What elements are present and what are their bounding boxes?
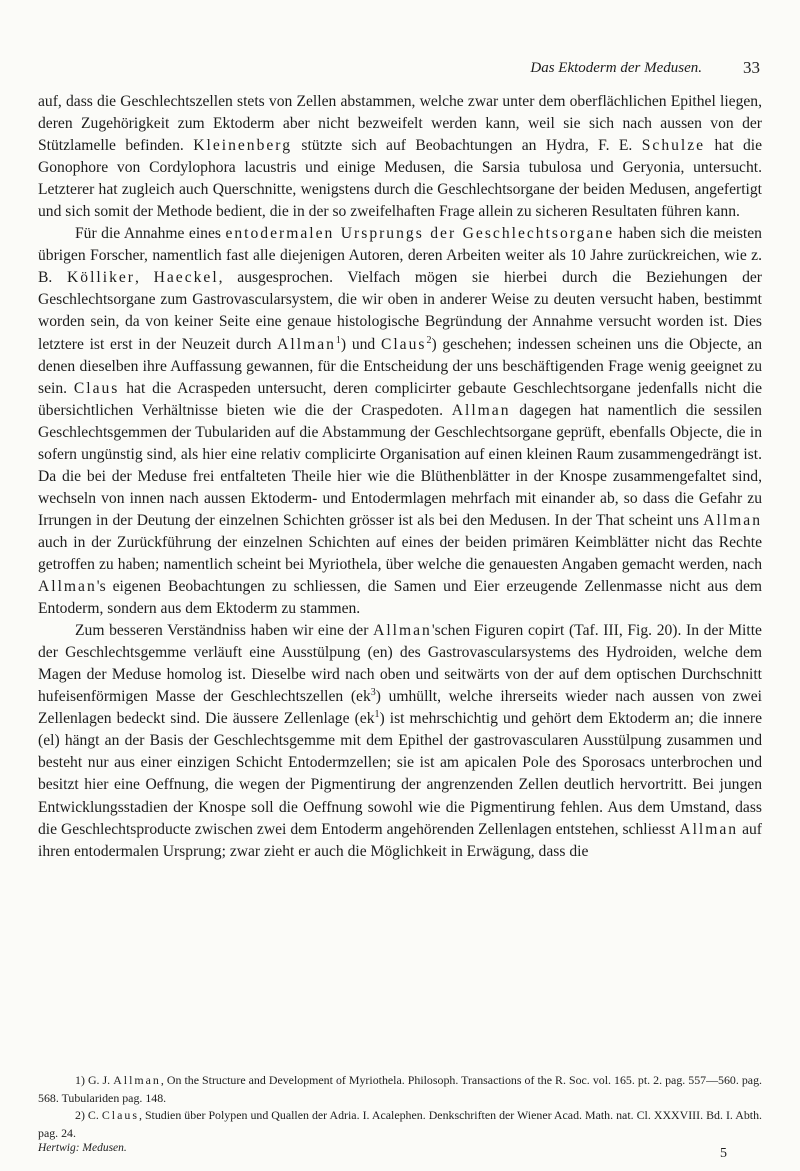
main-text [38, 91, 762, 863]
running-title: Das Ektoderm der Medusen. [530, 60, 702, 76]
author-name: Kölliker [67, 269, 135, 287]
superscript-index: 3 [370, 687, 376, 699]
author-name: Claus [380, 335, 427, 353]
signature-number: 5 [720, 1146, 727, 1161]
superscript-index: 1 [374, 709, 380, 721]
author-name: Allman [113, 1073, 161, 1087]
author-name: Allman [277, 335, 336, 353]
author-name: Allman [703, 511, 762, 529]
author-name: Claus [73, 379, 120, 397]
footnote-marker: 2 [426, 334, 432, 346]
page-header [38, 58, 762, 86]
footnotes [38, 1072, 762, 1142]
page-number: 33 [743, 58, 760, 77]
paragraph-2: Für die Annahme eines entodermalen Ursprungs der Geschlechtsorgane haben sich die meisten übrigen Forscher, namentlich fast alle diejenigen Autoren, deren Arbeiten weiter als 10 Jahre zurückreichen, wie z. B. Kölliker, Haeckel, ausgesprochen. Vielfach mögen sie hierbei durch die Beziehungen der Geschlechtsorgane zum Gastrovascularsystem, die wir oben in anderer Weise zu deuten versucht haben, bestimmt worden sein, da von keiner Seite eine genaue histologische Begründung der Annahme versucht worden ist. Dies letztere ist erst in der Neuzeit durch Allman$^1$) und Claus$^2$) geschehen; indessen scheinen uns die Objecte, an denen dieselben ihre Auffassung gewannen, für die Entscheidung der uns beschäftigenden Frage wenig geeignet zu sein. Claus hat die Acraspeden untersucht, deren complicirter gebaute Geschlechtsorgane jedenfalls nicht die übersichtlichen Verhältnisse bieten wie die der Craspedoten. Allman dagegen hat namentlich die sessilen Geschlechtsgemmen der Tubulariden auf die Abstammung der Geschlechtsorgane geprüft, ebenfalls Objecte, die in sofern ungünstig sind, als hier eine relativ complicirte Organisation auf einen kleinen Raum zusammengedrängt ist. Da die bei der Meduse frei entfalteten Theile hier wie die Blüthenblätter in der Knospe zusammengefaltet sind, wechseln von innen nach aussen Ektoderm- und Entodermlagen mehrfach mit einander ab, so dass die Gefahr zu Irrungen in der Deutung der einzelnen Schichten grösser ist als bei den Medusen. In der That scheint uns Allman auch in der Zurückführung der einzelnen Schichten auf eines der beiden primären Keimblätter nicht das Rechte getroffen zu haben; namentlich scheint bei Myriothela, über welche die genauesten Angaben gemacht werden, nach Allman's eigenen Beobachtungen zu schliessen, die Samen und Eier erzeugende Zellenmasse nicht aus dem Entoderm, sondern aus dem Ektoderm zu stammen. [38, 225, 762, 618]
author-name: Allman [451, 401, 511, 419]
printer-signature [38, 1142, 762, 1164]
paragraph-3: Zum besseren Verständniss haben wir eine der Allman'schen Figuren copirt (Taf. III, Fig. 20). In der Mitte der Geschlechtsgemme verläuft eine Ausstülpung (en) des Gastrovascularsystems des Hydroiden, welche dem Magen der Meduse homolog ist. Dieselbe wird nach oben und seitwärts von der auf dem optischen Durchschnitt hufeisenförmigen Masse der Geschlechtszellen $(ek^3)$ umhüllt, welche ihrerseits wieder nach aussen von zwei Zellenlagen bedeckt sind. Die äussere Zellenlage $(ek^1)$ ist mehrschichtig und gehört dem Ektoderm an; die innere (el) hängt an der Basis der Geschlechtsgemme mit dem Epithel der gastrovascularen Ausstülpung zusammen und besteht nur aus einer einzigen Schicht Entodermzellen; sie ist am apicalen Pole des Sporosacs unterbrochen und besitzt hier eine Oeffnung, die wegen der Pigmentirung der angrenzenden Zellen deutlich hervortritt. Bei jungen Entwicklungsstadien der Knospe soll die Oeffnung sowohl wie die Pigmentirung fehlen. Aus dem Umstand, dass die Geschlechtsproducte zwischen zwei dem Entoderm angehörenden Zellenlagen entstehen, schliesst Allman auf ihren entodermalen Ursprung; zwar zieht er auch die Möglichkeit in Erwägung, dass die [38, 622, 762, 860]
author-name: Schulze [641, 137, 706, 155]
footnote-1: 1) G. J. Allman, On the Structure and Development of Myriothela. Philosoph. Transactions of the R. Soc. vol. 165. pt. 2. pag. 557—560. pag. 568. Tubulariden pag. 148. [38, 1073, 762, 1105]
author-name: Kleinenberg [193, 137, 293, 155]
paragraph-1: auf, dass die Geschlechtszellen stets von Zellen abstammen, welche zwar unter dem oberflächlichen Epithel liegen, deren Zugehörigkeit zum Ektoderm aber nicht bezweifelt werden kann, weil sie sich nach aussen von der Stützlamelle befinden. Kleinenberg stützte sich auf Beobachtungen an Hydra, F. E. Schulze hat die Gonophore von Cordylophora lacustris und einige Medusen, die Sarsia tubulosa und Geryonia, untersucht. Letzterer hat zugleich auch Querschnitte, wenigstens durch die Geschlechtsorgane der beiden Medusen, angefertigt und sich somit der Methode bedient, die in der so zweifelhaften Frage allein zu sicheren Resultaten führen kann. [38, 93, 763, 221]
emphasized-term: entodermalen Ursprungs der Geschlechtsorgane [225, 225, 615, 243]
author-name: Allman [679, 820, 739, 838]
author-name: Allman [373, 622, 432, 640]
footnote-marker: 1 [335, 334, 341, 346]
author-name: Allman [38, 578, 97, 596]
footnote-2: 2) C. Claus, Studien über Polypen und Quallen der Adria. I. Acalephen. Denkschriften der Wiener Acad. Math. nat. Cl. XXXVIII. Bd. I. Abth. pag. 24. [38, 1108, 762, 1140]
signature-title: Hertwig: Medusen. [38, 1142, 127, 1154]
author-name: Haeckel [153, 269, 219, 287]
author-name: Claus [101, 1108, 139, 1123]
